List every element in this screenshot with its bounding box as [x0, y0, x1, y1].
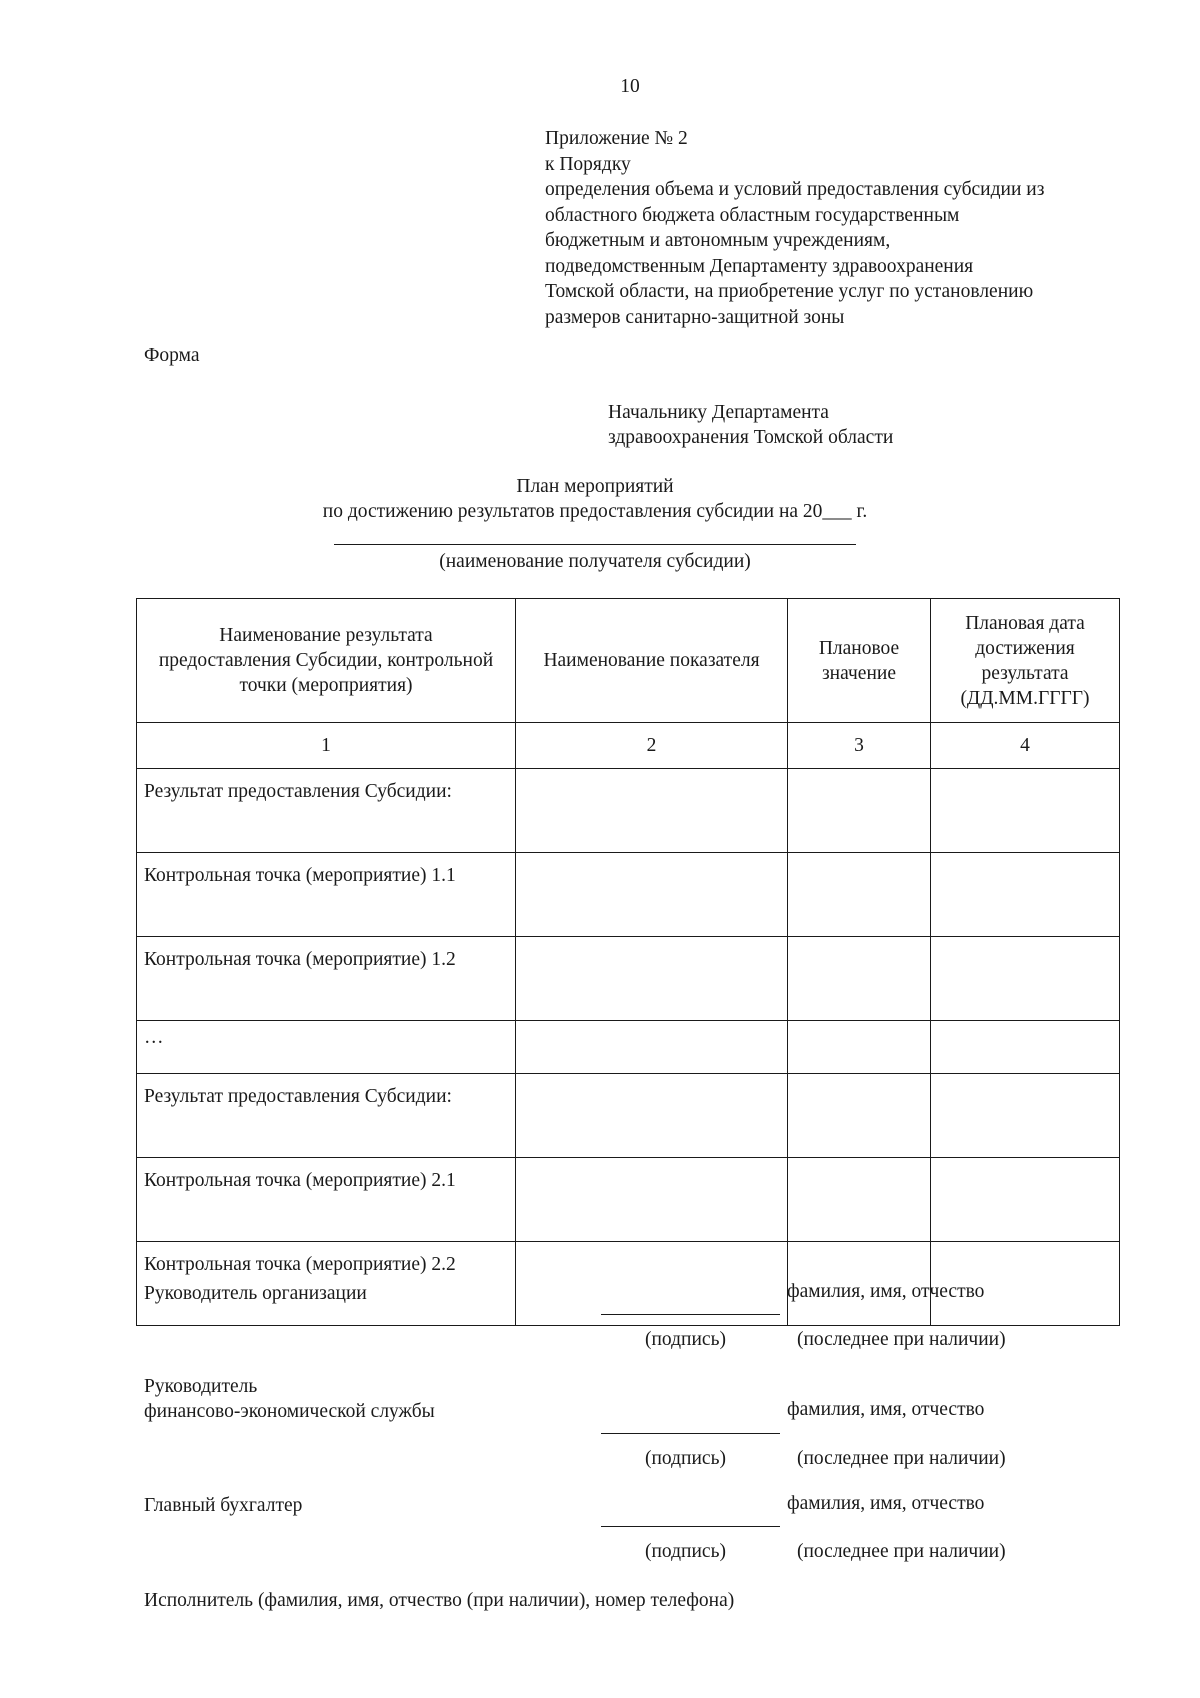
signature-line[interactable] — [601, 1433, 780, 1434]
row-label: Контрольная точка (мероприятие) 2.2 — [137, 1242, 516, 1326]
table-header-row — [137, 599, 1120, 723]
page-number: 10 — [620, 76, 640, 97]
planned-date-cell[interactable] — [931, 769, 1120, 853]
column-header: Плановая дата достижения результата (ДД.ММ.ГГГГ) — [931, 599, 1120, 723]
table-row — [137, 769, 1120, 853]
indicator-cell[interactable] — [516, 937, 788, 1021]
column-number: 1 — [137, 723, 516, 769]
appendix-line: областного бюджета областным государственным — [545, 204, 960, 226]
addressee-line: Начальнику Департамента — [608, 402, 829, 423]
column-header: Плановое значение — [788, 599, 931, 723]
column-header: Наименование показателя — [516, 599, 788, 723]
recipient-caption: (наименование получателя субсидии) — [439, 551, 751, 572]
chief-accountant-label: Главный бухгалтер — [144, 1495, 303, 1516]
row-label: Результат предоставления Субсидии: — [137, 769, 516, 853]
column-number: 2 — [516, 723, 788, 769]
column-number: 4 — [931, 723, 1120, 769]
table-row — [137, 1074, 1120, 1158]
column-number: 3 — [788, 723, 931, 769]
plan-title: План мероприятий — [516, 476, 674, 497]
full-name-note: (последнее при наличии) — [797, 1541, 1006, 1562]
full-name-label: фамилия, имя, отчество — [787, 1281, 985, 1302]
indicator-cell[interactable] — [516, 1158, 788, 1242]
appendix-line: к Порядку — [545, 153, 631, 175]
table-row — [137, 1158, 1120, 1242]
appendix-line: подведомственным Департаменту здравоохранения — [545, 255, 974, 277]
table-row — [137, 937, 1120, 1021]
plan-title-block — [0, 474, 1190, 524]
indicator-cell[interactable] — [516, 853, 788, 937]
planned-value-cell[interactable] — [788, 1158, 931, 1242]
indicator-cell[interactable] — [516, 1021, 788, 1074]
full-name-note: (последнее при наличии) — [797, 1329, 1006, 1350]
plan-table — [136, 598, 1120, 1326]
plan-subtitle: по достижению результатов предоставления субсидии на 20___ г. — [322, 501, 868, 522]
signature-line[interactable] — [601, 1526, 780, 1527]
row-label: Контрольная точка (мероприятие) 1.1 — [137, 853, 516, 937]
planned-value-cell[interactable] — [788, 853, 931, 937]
signature-caption: (подпись) — [645, 1541, 726, 1562]
signature-line[interactable] — [601, 1314, 780, 1315]
planned-value-cell[interactable] — [788, 1021, 931, 1074]
signature-caption: (подпись) — [645, 1329, 726, 1350]
planned-date-cell[interactable] — [931, 1158, 1120, 1242]
planned-date-cell[interactable] — [931, 1021, 1120, 1074]
finance-head-label-line: Руководитель — [144, 1376, 258, 1397]
head-of-org-label: Руководитель организации — [144, 1283, 367, 1304]
planned-date-cell[interactable] — [931, 853, 1120, 937]
addressee-line: здравоохранения Томской области — [608, 427, 894, 448]
indicator-cell[interactable] — [516, 1074, 788, 1158]
appendix-header — [545, 126, 1044, 330]
recipient-name-line[interactable] — [334, 544, 856, 545]
row-label: Контрольная точка (мероприятие) 1.2 — [137, 937, 516, 1021]
column-number-row — [137, 723, 1120, 769]
appendix-line: определения объема и условий предоставления субсидии из — [545, 179, 1045, 200]
planned-value-cell[interactable] — [788, 769, 931, 853]
appendix-line: Томской области, на приобретение услуг по установлению — [545, 281, 1034, 302]
planned-value-cell[interactable] — [788, 937, 931, 1021]
row-label: Результат предоставления Субсидии: — [137, 1074, 516, 1158]
indicator-cell[interactable] — [516, 1242, 788, 1326]
table-row — [137, 1021, 1120, 1074]
addressee-block — [608, 400, 893, 450]
signature-caption: (подпись) — [645, 1448, 726, 1469]
appendix-line: Приложение № 2 — [545, 128, 688, 149]
column-header: Наименование результата предоставления Субсидии, контрольной точки (мероприятия) — [137, 599, 516, 723]
row-label: … — [137, 1021, 516, 1074]
planned-value-cell[interactable] — [788, 1074, 931, 1158]
form-label: Форма — [144, 345, 200, 366]
finance-head-label-line: финансово-экономической службы — [144, 1401, 435, 1422]
table-row — [137, 853, 1120, 937]
planned-date-cell[interactable] — [931, 1074, 1120, 1158]
finance-head-label — [144, 1374, 435, 1424]
appendix-line: бюджетным и автономным учреждениям, — [545, 230, 891, 251]
full-name-label: фамилия, имя, отчество — [787, 1493, 985, 1514]
appendix-line: размеров санитарно-защитной зоны — [545, 306, 845, 328]
executor-line: Исполнитель (фамилия, имя, отчество (при наличии), номер телефона) — [144, 1590, 735, 1611]
indicator-cell[interactable] — [516, 769, 788, 853]
planned-date-cell[interactable] — [931, 937, 1120, 1021]
full-name-label: фамилия, имя, отчество — [787, 1399, 985, 1420]
row-label: Контрольная точка (мероприятие) 2.1 — [137, 1158, 516, 1242]
full-name-note: (последнее при наличии) — [797, 1448, 1006, 1469]
